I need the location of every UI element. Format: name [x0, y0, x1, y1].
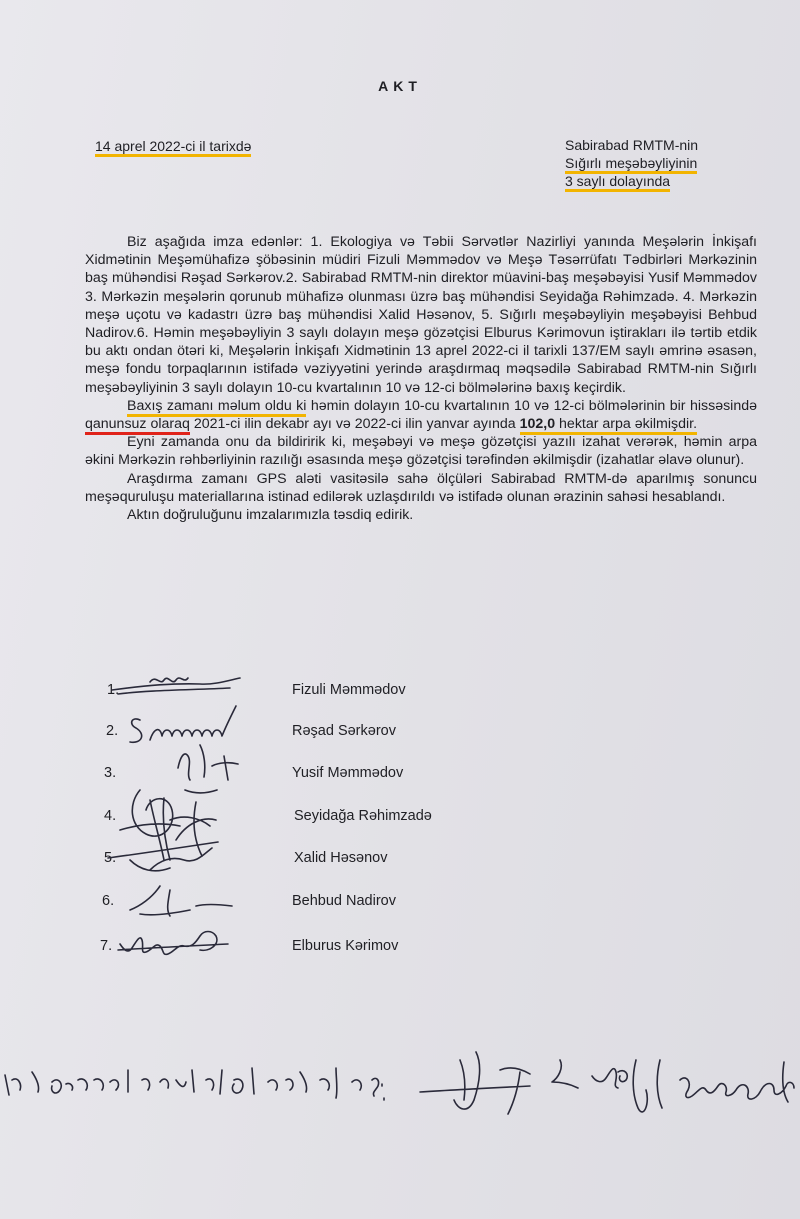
handwritten-note	[5, 1052, 794, 1114]
signature-6	[130, 886, 232, 916]
signatory-name-2: Rəşad Sərkərov	[292, 723, 396, 739]
paragraph-participants: Biz aşağıda imza edənlər: 1. Ekologiya və Təbii Sərvətlər Nazirliyi yanında Meşələrin İnkişafı Xidmətinin Meşəmühafizə şöbəsinin müdiri Fizuli Məmmədov və Meşə Təsərrüfatı Tədbirləri Mərkəzinin baş mühəndisi Rəşad Sərkərov.2. Sabirabad RMTM-nin direktor müavini-baş meşəbəyisi Yusif Məmmədov 3. Mərkəzin meşələrin qorunub mühafizə olunması üzrə baş mühəndisi Seyidağa Rəhimzadə. 4. Mərkəzin meşə uçotu və kadastrı üzrə baş mühəndisi Xalid Həsənov, 5. Sığırlı meşəbəyliyin meşəbəyisi Behbud Nadirov.6. Həmin meşəbəyliyin 3 saylı dolayın meşə gözətçisi Elburus Kərimovun iştirakları ilə tərtib etdik bu aktı ondan ötəri ki, Meşələrin İnkişafı Xidmətinin 13 aprel 2022-ci il tarixli 137/EM saylı əmrinə əsasən, meşə fondu torpaqlarının istifadə vəziyyətini yerində araşdırmaq məqsədilə Sabirabad RMTM-nin Sığırlı meşəbəyliyinin 3 saylı dolayın 10-cu kvartalının 10 və 12-ci bölmələrinə baxış keçirdik.	[85, 234, 757, 396]
signatory-number-2: 2.	[106, 723, 119, 739]
signatory-name-7: Elburus Kərimov	[292, 938, 399, 954]
location-line-2: Sığırlı meşəbəyliyinin	[565, 155, 697, 174]
signatory-number-5: 5.	[104, 850, 117, 866]
finding-text-2: 2021-ci ilin dekabr ayı və 2022-ci ilin yanvar ayında	[189, 416, 520, 433]
signatory-number-1: 1.	[107, 682, 120, 698]
area-unit-text: hektar arpa əkilmişdir.	[555, 416, 698, 433]
paragraph-gps: Araşdırma zamanı GPS aləti vasitəsilə sahə ölçüləri Sabirabad RMTM-də aparılmış sonuncu meşəquruluşu materiallarına istinad edilərək uzlaşdırıldı və istifadə olunan ərazinin sahəsi hesablandı.	[85, 470, 757, 505]
signature-1	[112, 678, 240, 694]
finding-text-1: həmin dolayın 10-cu kvartalının 10 və 12-ci bölmələrinin bir hissəsində	[306, 397, 757, 414]
document-title: AKT	[378, 78, 422, 94]
signatory-name-4: Seyidağa Rəhimzadə	[294, 808, 432, 824]
signatory-number-6: 6.	[102, 893, 115, 909]
signatory-number-4: 4.	[104, 808, 117, 824]
signatory-number-7: 7.	[100, 938, 113, 954]
illegal-highlight: qanunsuz olaraq	[85, 416, 190, 435]
location-line-1: Sabirabad RMTM-nin	[565, 137, 699, 153]
signature-7	[118, 932, 228, 955]
location-line-3: 3 saylı dolayında	[565, 173, 670, 192]
paragraph-confirmation: Aktın doğruluğunu imzalarımızla təsdiq edirik.	[127, 507, 414, 524]
signatory-name-5: Xalid Həsənov	[294, 850, 388, 866]
signature-2	[130, 706, 236, 742]
signatory-name-6: Behbud Nadirov	[292, 893, 396, 909]
signatory-number-3: 3.	[104, 765, 117, 781]
area-value: 102,0	[519, 416, 556, 433]
paragraph-explanation: Eyni zamanda onu da bildiririk ki, meşəbəyi və meşə gözətçisi yazılı izahat verərək, həmin arpa əkini Mərkəzin rəhbərliyinin razılığı əsasında meşə gözətçisi tərəfindən əkilmişdir (izahatlar əlavə olunur).	[85, 434, 757, 469]
signatory-name-3: Yusif Məmmədov	[292, 765, 404, 781]
finding-highlight: Baxış zamanı məlum oldu ki	[127, 398, 306, 417]
act-date-text: 14 aprel 2022-ci il tarixdə	[95, 138, 251, 157]
signatory-name-1: Fizuli Məmmədov	[292, 682, 406, 698]
signature-3	[178, 745, 238, 793]
